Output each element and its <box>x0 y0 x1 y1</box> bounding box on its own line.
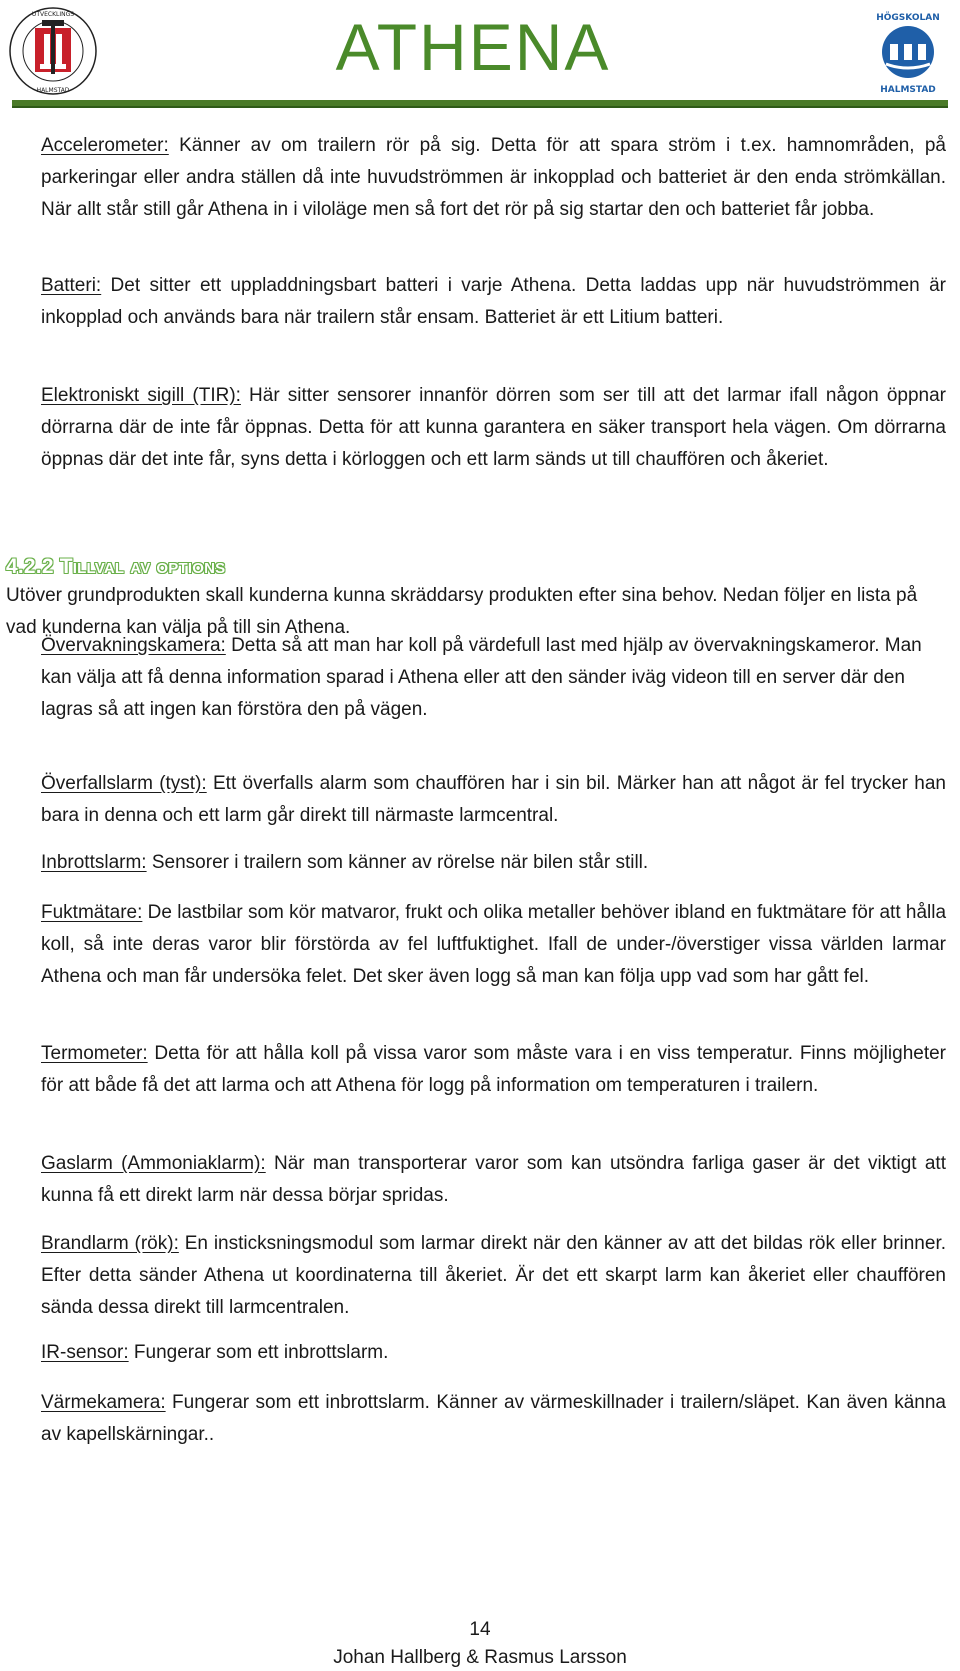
svg-text:HALMSTAD: HALMSTAD <box>880 85 936 95</box>
term-label: Termometer: <box>41 1043 148 1064</box>
page-number: 14 <box>469 1619 491 1640</box>
footer-authors: Johan Hallberg & Rasmus Larsson <box>333 1647 627 1668</box>
term-description: Ett överfalls alarm som chauffören har i sin bil. Märker han att något är fel trycker han bara in denna och ett larm går direkt till närmaste larmcentral. <box>41 773 946 826</box>
term-description: Här sitter sensorer innanför dörren som ser till att det larmar ifall någon öppnar dörrarna där de inte får öppnas. Detta för att kunna garantera en säker transport hela vägen. Om dörrarna öppnas där det inte får, syns detta i körloggen och ett larm sänds ut till chauffören och åkeriet. <box>41 385 947 470</box>
svg-text:UTVECKLINGS: UTVECKLINGS <box>31 11 75 18</box>
term-description: De lastbilar som kör matvaror, frukt och olika metaller behöver ibland en fuktmätare för att hålla koll, så inte deras varor blir förstörda av fel luftfuktighet. Ifall de under-/överstiger vissa världen larmar Athena och man får undersöka felet. Det sker även logg så man kan följa upp vad som har gått fel. <box>41 902 947 987</box>
section-intro: Utöver grundprodukten skall kunderna kunna skräddarsy produkten efter sina behov. Nedan följer en lista på vad kunderna kan välja på till sin Athena. <box>6 585 918 638</box>
athena-wordmark <box>263 10 683 80</box>
section-heading: 4.2.2 Tillval av options <box>6 555 226 578</box>
term-label: Batteri: <box>41 275 102 296</box>
term-label: Fuktmätare: <box>41 902 143 923</box>
term-description: Fungerar som ett inbrottslarm. Känner av värmeskillnader i trailern/släpet. Kan även känna av kapellskärningar.. <box>41 1392 946 1445</box>
utvecklingsingenjorerna-logo <box>8 6 98 96</box>
page-header <box>0 0 960 112</box>
paragraph-elektroniskt-sigill <box>41 380 946 476</box>
term-label: Gaslarm (Ammoniaklarm): <box>41 1153 266 1174</box>
term-label: IR-sensor: <box>41 1342 129 1363</box>
svg-text:HÖGSKOLAN: HÖGSKOLAN <box>876 13 940 23</box>
term-description: Känner av om trailern rör på sig. Detta för att spara ström i t.ex. hamnområden, på parkeringar eller andra ställen då inte huvudströmmen är inkopplad och batteriet är den enda strömkällan. När allt står still går Athena in i viloläge men så fort det rör på sig startar den och batteriet får jobba. <box>41 135 946 220</box>
term-description: Detta för att hålla koll på vissa varor som måste vara i en viss temperatur. Finns möjligheter för att både få det att larma och att Athena för logg på information om temperaturen i trailern. <box>41 1043 946 1096</box>
term-description: En insticksningsmodul som larmar direkt när den känner av att det bildas rök eller brinner. Efter detta sänder Athena ut koordinaterna till åkeriet. Är det ett skarpt larm kan åkeriet eller chauffören sända dessa direkt till larmcentralen. <box>41 1233 946 1318</box>
option-varmekamera <box>41 1387 946 1451</box>
header-divider <box>12 100 948 108</box>
option-inbrottslarm <box>41 847 946 879</box>
option-termometer <box>41 1038 946 1102</box>
term-label: Accelerometer: <box>41 135 169 156</box>
term-description: Det sitter ett uppladdningsbart batteri i varje Athena. Detta laddas upp när huvudströmmen är inkopplad och används bara när trailern står ensam. Batteriet är ett Litium batteri. <box>41 275 946 328</box>
option-overfallslarm <box>41 768 946 832</box>
term-description: Sensorer i trailern som känner av rörelse när bilen står still. <box>146 852 649 873</box>
term-description: Fungerar som ett inbrottslarm. <box>128 1342 389 1363</box>
paragraph-accelerometer <box>41 130 946 226</box>
term-label: Brandlarm (rök): <box>41 1233 179 1254</box>
paragraph-batteri <box>41 270 946 334</box>
option-overvakningskamera <box>41 630 946 726</box>
option-fuktmatare <box>41 897 946 993</box>
option-ir-sensor <box>41 1337 946 1369</box>
hogskolan-halmstad-logo <box>862 4 954 96</box>
term-label: Inbrottslarm: <box>41 852 147 873</box>
svg-text:ATHENA: ATHENA <box>335 10 611 80</box>
option-gaslarm <box>41 1148 946 1212</box>
term-label: Elektroniskt sigill (TIR): <box>41 385 241 406</box>
svg-text:HALMSTAD: HALMSTAD <box>36 87 70 94</box>
term-description: Detta så att man har koll på värdefull last med hjälp av övervakningskameror. Man kan välja att få denna information sparad i Athena eller att den sänder iväg videon till en server där den lagras så att ingen kan förstöra den på vägen. <box>41 635 922 720</box>
term-description: När man transporterar varor som kan utsöndra farliga gaser är det viktigt att kunna få ett direkt larm när dessa börjar spridas. <box>41 1153 946 1206</box>
term-label: Överfallslarm (tyst): <box>41 773 207 794</box>
option-brandlarm <box>41 1228 946 1324</box>
term-label: Värmekamera: <box>41 1392 166 1413</box>
term-label: Övervakningskamera: <box>41 635 226 656</box>
